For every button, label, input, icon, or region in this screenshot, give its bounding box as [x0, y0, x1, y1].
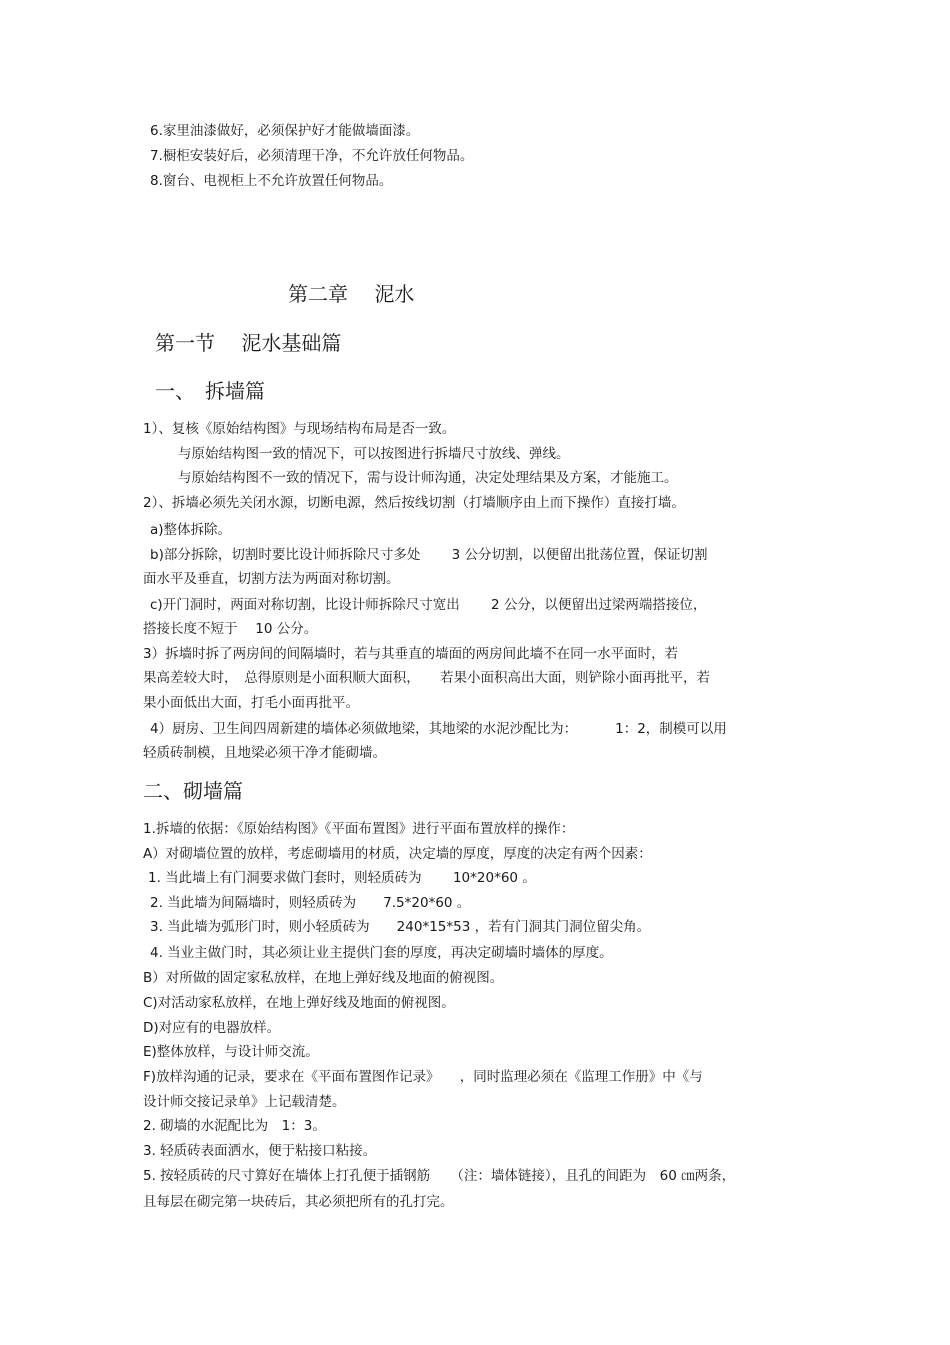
- paragraph-line: 设计师交接记录单》上记载清楚。: [143, 1094, 346, 1110]
- paragraph-line: 1）、复核《原始结构图》与现场结构布局是否一致。: [143, 421, 456, 437]
- paragraph-line: 搭接长度不短于 10 公分。: [143, 621, 318, 637]
- paragraph-line: F)放样沟通的记录，要求在《平面布置图作记录》 ，同时监理必须在《监理工作册》中《与: [143, 1069, 703, 1085]
- chapter-title: 第二章 泥水: [288, 282, 415, 306]
- paragraph-line: C)对活动家私放样，在地上弹好线及地面的俯视图。: [143, 995, 455, 1011]
- paragraph-line: 果高差较大时， 总得原则是小面积顺大面积， 若果小面积高出大面，则铲除小面再批平，若: [143, 670, 710, 686]
- paragraph-line: 2）、拆墙必须先关闭水源，切断电源，然后按线切割（打墙顺序由上而下操作）直接打墙。: [143, 495, 685, 511]
- paragraph-line: B）对所做的固定家私放样，在地上弹好线及地面的俯视图。: [143, 970, 504, 986]
- part-heading: 二、砌墙篇: [143, 779, 243, 803]
- list-item: 7.橱柜安装好后，必须清理干净，不允许放任何物品。: [150, 148, 474, 164]
- paragraph-line: 果小面低出大面，打毛小面再批平。: [143, 695, 359, 711]
- paragraph-line: 1.拆墙的依据：《原始结构图》《平面布置图》进行平面布置放样的操作：: [143, 821, 575, 837]
- paragraph-line: 面水平及垂直，切割方法为两面对称切割。: [143, 571, 400, 587]
- paragraph-line: 3）拆墙时拆了两房间的间隔墙时，若与其垂直的墙面的两房间此墙不在同一水平面时，若: [143, 646, 679, 662]
- paragraph-line: 2. 砌墙的水泥配比为 1：3。: [143, 1118, 326, 1134]
- paragraph-line: 4. 当业主做门时，其必须让业主提供门套的厚度，再决定砌墙时墙体的厚度。: [150, 945, 613, 961]
- paragraph-line: 3. 轻质砖表面洒水，便于粘接口粘接。: [143, 1143, 377, 1159]
- paragraph-line: D)对应有的电器放样。: [143, 1020, 281, 1036]
- paragraph-line: E)整体放样，与设计师交流。: [143, 1044, 319, 1060]
- list-item: 6.家里油漆做好，必须保护好才能做墙面漆。: [150, 123, 420, 139]
- paragraph-line: 2. 当此墙为间隔墙时，则轻质砖为 7.5*20*60 。: [150, 895, 471, 911]
- list-item: 8.窗台、电视柜上不允许放置任何物品。: [150, 173, 393, 189]
- paragraph-line: b)部分拆除，切割时要比设计师拆除尺寸多处 3 公分切割，以便留出批荡位置，保证切割: [150, 547, 708, 563]
- paragraph-line: 与原始结构图不一致的情况下，需与设计师沟通，决定处理结果及方案，才能施工。: [178, 470, 678, 486]
- paragraph-line: 与原始结构图一致的情况下，可以按图进行拆墙尺寸放线、弹线。: [178, 446, 570, 462]
- paragraph-line: 且每层在砌完第一块砖后，其必须把所有的孔打完。: [143, 1194, 454, 1210]
- paragraph-line: 5. 按轻质砖的尺寸算好在墙体上打孔便于插钢筋 （注：墙体链接），且孔的间距为 60 ㎝两条，: [143, 1168, 736, 1184]
- paragraph-line: 轻质砖制模，且地梁必须干净才能砌墙。: [143, 745, 386, 761]
- paragraph-line: 3. 当此墙为弧形门时，则小轻质砖为 240*15*53 ，若有门洞其门洞位留尖角。: [150, 919, 651, 935]
- paragraph-line: A）对砌墙位置的放样，考虑砌墙用的材质，决定墙的厚度，厚度的决定有两个因素：: [143, 846, 652, 862]
- part-heading: 一、 拆墙篇: [155, 379, 265, 403]
- paragraph-line: a)整体拆除。: [150, 522, 232, 538]
- section-title: 第一节 泥水基础篇: [155, 331, 342, 355]
- paragraph-line: c)开门洞时，两面对称切割，比设计师拆除尺寸宽出 2 公分，以便留出过梁两端搭接位，: [150, 597, 707, 613]
- paragraph-line: 1. 当此墙上有门洞要求做门套时，则轻质砖为 10*20*60 。: [148, 870, 536, 886]
- paragraph-line: 4）厨房、卫生间四周新建的墙体必须做地梁，其地梁的水泥沙配比为： 1：2，制模可以用: [150, 721, 727, 737]
